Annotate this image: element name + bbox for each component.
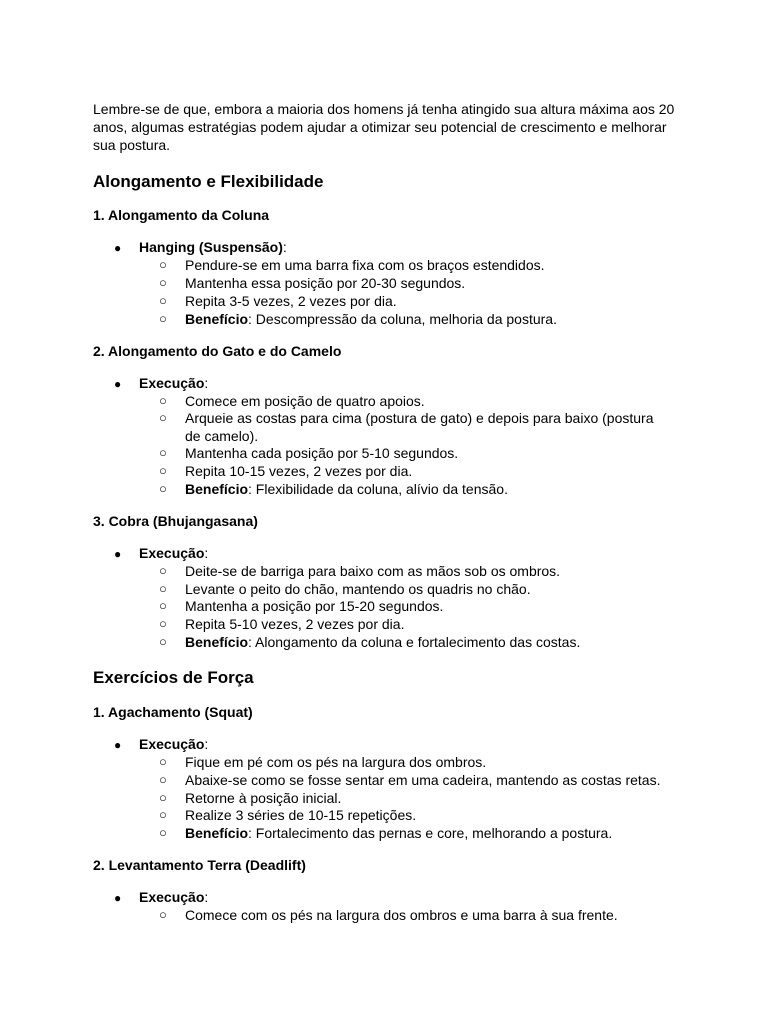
list-item — [114, 374, 208, 393]
list-item — [114, 888, 208, 907]
step-text: Deite-se de barriga para baixo com as mãos sob os ombros. — [185, 563, 561, 579]
exercise-title: 3. Cobra (Bhujangasana) — [93, 513, 258, 529]
step-text: Abaixe-se como se fosse sentar em uma cadeira, mantendo as costas retas. — [185, 772, 661, 788]
benefit-text — [185, 824, 669, 842]
step-text: Levante o peito do chão, mantendo os quadris no chão. — [185, 581, 531, 597]
colon: : — [204, 545, 209, 561]
exercise-title: 2. Alongamento do Gato e do Camelo — [93, 343, 342, 359]
list-item — [159, 292, 669, 310]
item-label: Hanging (Suspensão) — [139, 239, 283, 255]
circle-bullet-icon: ○ — [159, 616, 167, 631]
circle-bullet-icon: ○ — [159, 807, 167, 822]
benefit-description: : Flexibilidade da coluna, alívio da tensão. — [248, 481, 508, 497]
bullet-icon: ● — [114, 891, 122, 905]
list-item — [159, 633, 669, 651]
step-text: Mantenha cada posição por 5-10 segundos. — [185, 445, 459, 461]
step-text: Fique em pé com os pés na largura dos ombros. — [185, 754, 487, 770]
list-item — [159, 480, 669, 498]
item-label: Execução — [139, 375, 205, 391]
step-text: Repita 10-15 vezes, 2 vezes por dia. — [185, 463, 413, 479]
benefit-text — [185, 310, 669, 328]
circle-bullet-icon: ○ — [159, 481, 167, 496]
circle-bullet-icon: ○ — [159, 410, 167, 425]
circle-bullet-icon: ○ — [159, 825, 167, 840]
list-item — [159, 444, 669, 462]
circle-bullet-icon: ○ — [159, 275, 167, 290]
circle-bullet-icon: ○ — [159, 293, 167, 308]
list-item — [159, 562, 669, 580]
intro-paragraph: Lembre-se de que, embora a maioria dos homens já tenha atingido sua altura máxima aos 20 anos, algumas estratégias podem ajudar a otimizar seu potencial de crescimento e melhorar sua postura. — [93, 101, 675, 153]
step-text: Retorne à posição inicial. — [185, 790, 342, 806]
circle-bullet-icon: ○ — [159, 754, 167, 769]
list-item — [159, 580, 669, 598]
list-item — [114, 735, 208, 754]
circle-bullet-icon: ○ — [159, 634, 167, 649]
list-item — [159, 409, 669, 445]
benefit-text — [185, 480, 669, 498]
circle-bullet-icon: ○ — [159, 445, 167, 460]
benefit-label: Benefício — [185, 481, 249, 497]
bullet-icon: ● — [114, 547, 122, 561]
list-item — [159, 462, 669, 480]
list-item — [159, 906, 669, 924]
list-item — [114, 544, 208, 563]
step-text: Comece em posição de quatro apoios. — [185, 393, 425, 409]
list-item — [159, 256, 669, 274]
section-heading: Alongamento e Flexibilidade — [93, 172, 324, 191]
step-text: Mantenha a posição por 15-20 segundos. — [185, 598, 444, 614]
colon: : — [282, 239, 287, 255]
step-text: Repita 5-10 vezes, 2 vezes por dia. — [185, 616, 405, 632]
section-heading: Exercícios de Força — [93, 668, 254, 687]
benefit-text — [185, 633, 669, 651]
circle-bullet-icon: ○ — [159, 790, 167, 805]
item-label: Execução — [139, 545, 205, 561]
benefit-label: Benefício — [185, 825, 249, 841]
circle-bullet-icon: ○ — [159, 563, 167, 578]
list-item — [159, 392, 669, 410]
circle-bullet-icon: ○ — [159, 257, 167, 272]
step-text: Comece com os pés na largura dos ombros e uma barra à sua frente. — [185, 907, 618, 923]
benefit-label: Benefício — [185, 634, 249, 650]
circle-bullet-icon: ○ — [159, 598, 167, 613]
circle-bullet-icon: ○ — [159, 581, 167, 596]
list-item — [159, 310, 669, 328]
list-item — [159, 753, 669, 771]
benefit-description: : Fortalecimento das pernas e core, melhorando a postura. — [248, 825, 613, 841]
list-item — [159, 771, 669, 789]
step-text: Realize 3 séries de 10-15 repetições. — [185, 807, 417, 823]
colon: : — [204, 375, 209, 391]
circle-bullet-icon: ○ — [159, 393, 167, 408]
bullet-icon: ● — [114, 738, 122, 752]
circle-bullet-icon: ○ — [159, 907, 167, 922]
exercise-title: 1. Agachamento (Squat) — [93, 704, 253, 720]
colon: : — [204, 889, 209, 905]
list-item — [159, 597, 669, 615]
exercise-title: 2. Levantamento Terra (Deadlift) — [93, 857, 306, 873]
circle-bullet-icon: ○ — [159, 311, 167, 326]
list-item — [159, 806, 669, 824]
step-text: Repita 3-5 vezes, 2 vezes por dia. — [185, 293, 397, 309]
step-text: Mantenha essa posição por 20-30 segundos. — [185, 275, 466, 291]
item-label: Execução — [139, 736, 205, 752]
list-item — [159, 274, 669, 292]
step-text: Arqueie as costas para cima (postura de gato) e depois para baixo (postura de camelo). — [185, 410, 654, 444]
bullet-icon: ● — [114, 377, 122, 391]
list-item — [159, 789, 669, 807]
list-item — [159, 615, 669, 633]
bullet-icon: ● — [114, 241, 122, 255]
item-label: Execução — [139, 889, 205, 905]
circle-bullet-icon: ○ — [159, 463, 167, 478]
colon: : — [204, 736, 209, 752]
benefit-label: Benefício — [185, 311, 249, 327]
circle-bullet-icon: ○ — [159, 772, 167, 787]
benefit-description: : Descompressão da coluna, melhoria da postura. — [248, 311, 557, 327]
list-item — [114, 238, 287, 257]
exercise-title: 1. Alongamento da Coluna — [93, 207, 270, 223]
benefit-description: : Alongamento da coluna e fortalecimento das costas. — [248, 634, 581, 650]
list-item — [159, 824, 669, 842]
step-text: Pendure-se em uma barra fixa com os braços estendidos. — [185, 257, 545, 273]
